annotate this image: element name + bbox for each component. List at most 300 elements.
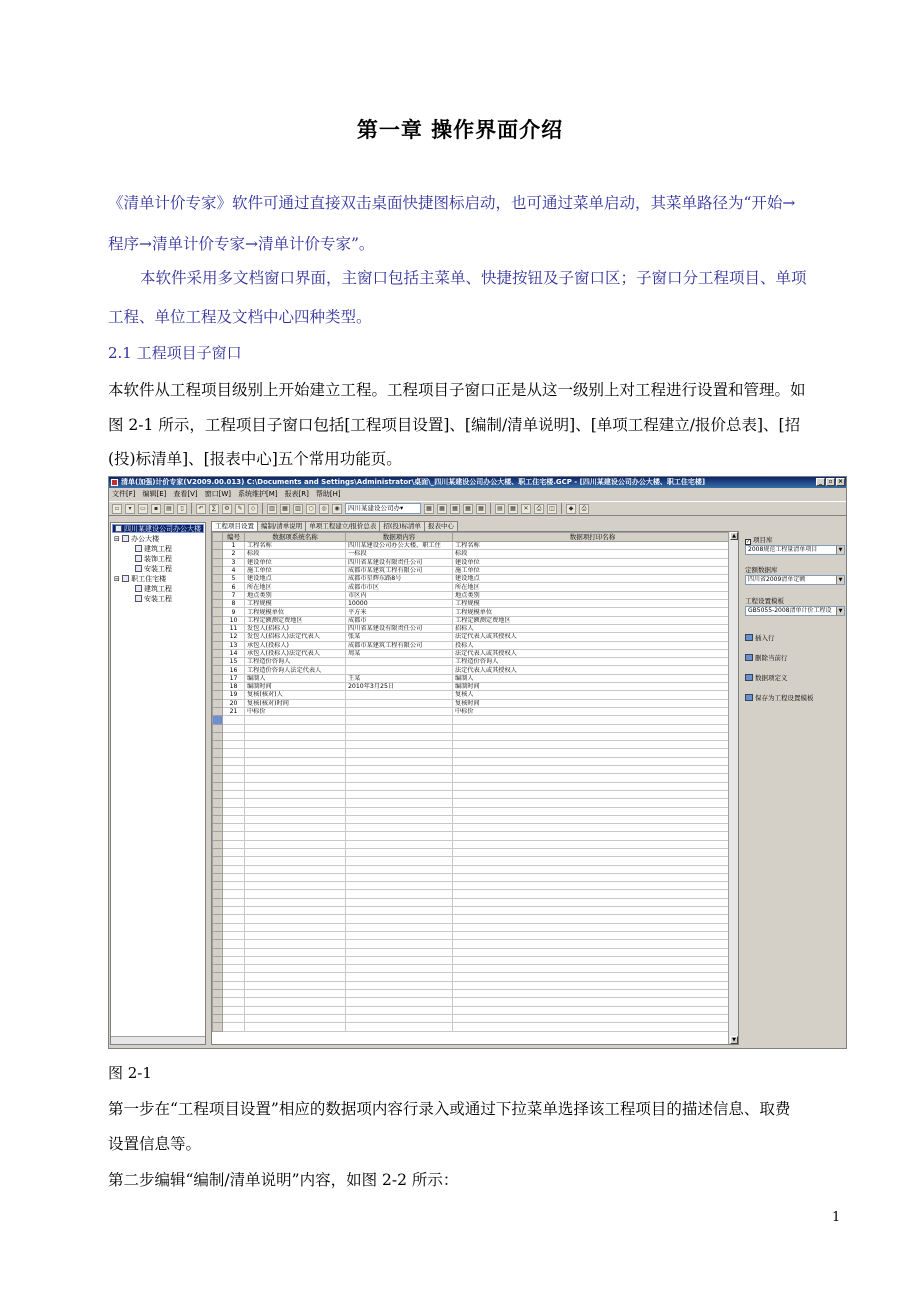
table-cell[interactable]: 21 (223, 707, 245, 715)
table-cell[interactable]: 法定代表人或其授权人 (453, 666, 733, 674)
tab-project-settings[interactable]: 工程项目设置 (211, 521, 258, 531)
table-cell[interactable] (223, 990, 245, 998)
row-header[interactable] (213, 882, 223, 890)
table-cell[interactable] (223, 915, 245, 923)
scroll-down-icon[interactable]: ▼ (730, 1036, 738, 1044)
delete-row-button[interactable]: 删除当前行 (745, 653, 788, 662)
table-cell[interactable]: 19 (223, 691, 245, 699)
preview-icon[interactable]: ◫ (547, 504, 557, 514)
table-cell[interactable] (453, 732, 733, 740)
row-header[interactable] (213, 566, 223, 574)
table-row[interactable] (213, 716, 733, 724)
table-cell[interactable] (245, 757, 346, 765)
table-row[interactable] (213, 1023, 733, 1031)
table-cell[interactable] (453, 898, 733, 906)
table-cell[interactable] (346, 890, 453, 898)
table-row[interactable] (213, 575, 733, 583)
table-row[interactable] (213, 566, 733, 574)
print-icon[interactable]: ⎙ (534, 504, 544, 514)
table-cell[interactable] (223, 907, 245, 915)
table-cell[interactable] (453, 873, 733, 881)
row-header[interactable] (213, 890, 223, 898)
table-cell[interactable] (223, 741, 245, 749)
table-cell[interactable] (245, 857, 346, 865)
row-header[interactable] (213, 857, 223, 865)
table-cell[interactable]: 建设地点 (453, 575, 733, 583)
table-cell[interactable] (223, 998, 245, 1006)
table-cell[interactable] (453, 923, 733, 931)
table-cell[interactable] (245, 732, 346, 740)
table-cell[interactable] (245, 931, 346, 939)
tree-horizontal-scrollbar[interactable] (111, 1036, 205, 1044)
table-cell[interactable] (223, 857, 245, 865)
table-cell[interactable] (346, 973, 453, 981)
table-row[interactable] (213, 666, 733, 674)
row-header[interactable] (213, 633, 223, 641)
table-cell[interactable] (346, 832, 453, 840)
tree-node-dorm[interactable]: ⊟ 职工住宅楼 (114, 575, 167, 583)
table-cell[interactable] (346, 907, 453, 915)
insert-row-button[interactable]: 插入行 (745, 633, 775, 642)
table-cell[interactable] (223, 749, 245, 757)
table-cell[interactable] (245, 981, 346, 989)
table-cell[interactable] (245, 973, 346, 981)
row-header[interactable] (213, 998, 223, 1006)
tab-single-project[interactable]: 单项工程建立/报价总表 (305, 521, 380, 531)
table-cell[interactable] (453, 716, 733, 724)
table-cell[interactable]: 发包人(招标人) (245, 624, 346, 632)
table-row[interactable] (213, 583, 733, 591)
table-cell[interactable] (346, 774, 453, 782)
table-cell[interactable]: 编制时间 (453, 683, 733, 691)
table-cell[interactable]: 17 (223, 674, 245, 682)
table-cell[interactable] (453, 915, 733, 923)
table-row[interactable] (213, 898, 733, 906)
table-cell[interactable] (245, 807, 346, 815)
menu-window[interactable]: 窗口[W] (204, 490, 232, 498)
table-cell[interactable]: 地点类别 (453, 591, 733, 599)
table-row[interactable] (213, 948, 733, 956)
table-cell[interactable] (223, 799, 245, 807)
table-row[interactable] (213, 907, 733, 915)
book-icon[interactable]: ◆ (566, 504, 576, 514)
row-header[interactable] (213, 1014, 223, 1022)
columns-icon[interactable]: ▥ (293, 504, 303, 514)
table-cell[interactable] (245, 956, 346, 964)
scroll-up-icon[interactable]: ▲ (730, 532, 738, 540)
table-cell[interactable] (453, 741, 733, 749)
table-cell[interactable] (223, 757, 245, 765)
table-cell[interactable] (453, 848, 733, 856)
table-row[interactable] (213, 799, 733, 807)
tree-node-unit[interactable]: 安装工程 (135, 595, 172, 604)
row-header[interactable] (213, 815, 223, 823)
row-header[interactable] (213, 956, 223, 964)
table-cell[interactable] (245, 865, 346, 873)
table-cell[interactable] (346, 1006, 453, 1014)
table-cell[interactable] (453, 766, 733, 774)
row-header[interactable] (213, 940, 223, 948)
grid-icon[interactable]: ▦ (450, 504, 460, 514)
table-cell[interactable] (346, 840, 453, 848)
table-cell[interactable] (223, 774, 245, 782)
folder-icon[interactable]: ▭ (138, 504, 148, 514)
table-row[interactable] (213, 824, 733, 832)
row-header[interactable] (213, 915, 223, 923)
table-cell[interactable] (453, 857, 733, 865)
row-header[interactable] (213, 732, 223, 740)
table-cell[interactable] (453, 973, 733, 981)
table-row[interactable] (213, 873, 733, 881)
table-cell[interactable]: 成都市某建筑工程有限公司 (346, 641, 453, 649)
table-cell[interactable] (245, 790, 346, 798)
tree-node-unit[interactable]: 建筑工程 (135, 545, 172, 554)
table-cell[interactable]: 王某 (346, 674, 453, 682)
quota-db-select[interactable]: 四川省2009清单定额 ▼ (745, 575, 845, 585)
table-cell[interactable] (453, 882, 733, 890)
table-row[interactable] (213, 707, 733, 715)
table-row[interactable] (213, 998, 733, 1006)
table-cell[interactable]: 工程名称 (453, 542, 733, 550)
table-row[interactable] (213, 782, 733, 790)
table-cell[interactable] (453, 965, 733, 973)
table-cell[interactable] (223, 832, 245, 840)
table-cell[interactable] (346, 931, 453, 939)
table-row[interactable] (213, 973, 733, 981)
table-cell[interactable] (453, 790, 733, 798)
row-header[interactable] (213, 790, 223, 798)
table-cell[interactable] (223, 815, 245, 823)
table-cell[interactable]: 中标价 (453, 707, 733, 715)
table-cell[interactable] (346, 716, 453, 724)
tools-icon[interactable]: ⚙ (222, 504, 232, 514)
table-cell[interactable] (346, 691, 453, 699)
table-cell[interactable] (223, 824, 245, 832)
maximize-button[interactable]: ▫ (826, 478, 835, 486)
table-cell[interactable]: 工程造价咨询人法定代表人 (245, 666, 346, 674)
table-cell[interactable] (245, 782, 346, 790)
project-select[interactable]: 四川某建设公司办▾ (345, 503, 421, 514)
table-cell[interactable] (223, 923, 245, 931)
table-cell[interactable] (223, 965, 245, 973)
table-cell[interactable] (223, 766, 245, 774)
table-cell[interactable]: 工程规模单位 (453, 608, 733, 616)
table-row[interactable] (213, 691, 733, 699)
row-header[interactable] (213, 699, 223, 707)
row-header[interactable] (213, 981, 223, 989)
table-cell[interactable] (245, 990, 346, 998)
table-row[interactable] (213, 600, 733, 608)
grid-icon[interactable]: ▦ (463, 504, 473, 514)
table-row[interactable] (213, 981, 733, 989)
table-cell[interactable] (223, 732, 245, 740)
table-cell[interactable]: 建设单位 (453, 558, 733, 566)
table-row[interactable] (213, 815, 733, 823)
row-header[interactable] (213, 923, 223, 931)
table-cell[interactable] (245, 741, 346, 749)
table-cell[interactable]: 建设单位 (245, 558, 346, 566)
table-cell[interactable] (453, 724, 733, 732)
info-icon[interactable]: ◉ (332, 504, 342, 514)
table-cell[interactable] (223, 931, 245, 939)
table-cell[interactable] (223, 1023, 245, 1031)
table-cell[interactable] (245, 923, 346, 931)
table-cell[interactable] (223, 782, 245, 790)
tree-node-unit[interactable]: 安装工程 (135, 565, 172, 574)
table-cell[interactable]: 6 (223, 583, 245, 591)
excel-icon[interactable]: ✕ (521, 504, 531, 514)
table-row[interactable] (213, 542, 733, 550)
table-cell[interactable]: 工程名称 (245, 542, 346, 550)
table-cell[interactable]: 2 (223, 550, 245, 558)
table-row[interactable] (213, 890, 733, 898)
grid-icon[interactable]: ▦ (437, 504, 447, 514)
table-cell[interactable] (223, 882, 245, 890)
row-header[interactable] (213, 542, 223, 550)
table-row[interactable] (213, 658, 733, 666)
table-cell[interactable] (245, 890, 346, 898)
row-header[interactable] (213, 558, 223, 566)
undo-icon[interactable]: ↶ (196, 504, 206, 514)
table-cell[interactable]: 1 (223, 542, 245, 550)
row-header[interactable] (213, 973, 223, 981)
table-cell[interactable]: 成都市 (346, 616, 453, 624)
table-row[interactable] (213, 790, 733, 798)
row-header[interactable] (213, 931, 223, 939)
row-header[interactable] (213, 1023, 223, 1031)
table-cell[interactable] (245, 948, 346, 956)
grid-icon[interactable]: ▦ (424, 504, 434, 514)
table-cell[interactable]: 成都市星辉东路8号 (346, 575, 453, 583)
row-header[interactable] (213, 550, 223, 558)
table-cell[interactable] (223, 1014, 245, 1022)
table-row[interactable] (213, 857, 733, 865)
table-cell[interactable]: 20 (223, 699, 245, 707)
row-header[interactable] (213, 616, 223, 624)
table-row[interactable] (213, 931, 733, 939)
tree-node-root[interactable]: 四川某建设公司办公大楼 (112, 524, 204, 533)
table-cell[interactable] (223, 948, 245, 956)
table-cell[interactable] (346, 998, 453, 1006)
table-cell[interactable] (346, 882, 453, 890)
table-cell[interactable]: 四川省某建设有限责任公司 (346, 624, 453, 632)
table-cell[interactable] (346, 658, 453, 666)
table-cell[interactable] (346, 865, 453, 873)
table-cell[interactable] (453, 807, 733, 815)
table-cell[interactable] (223, 973, 245, 981)
table-cell[interactable]: 法定代表人或其授权人 (453, 649, 733, 657)
table-cell[interactable] (346, 981, 453, 989)
table-cell[interactable] (453, 782, 733, 790)
table-cell[interactable] (346, 732, 453, 740)
table-cell[interactable]: 3 (223, 558, 245, 566)
row-header[interactable] (213, 691, 223, 699)
table-cell[interactable] (245, 907, 346, 915)
table-cell[interactable] (453, 824, 733, 832)
table-cell[interactable]: 标段 (245, 550, 346, 558)
table-cell[interactable] (346, 990, 453, 998)
table-cell[interactable] (453, 998, 733, 1006)
table-cell[interactable]: 建设地点 (245, 575, 346, 583)
menu-edit[interactable]: 编辑[E] (142, 490, 167, 498)
table-cell[interactable]: 2010年3月25日 (346, 683, 453, 691)
table-cell[interactable] (346, 857, 453, 865)
table-cell[interactable]: 张某 (346, 633, 453, 641)
table-row[interactable] (213, 624, 733, 632)
zoom-icon[interactable]: ◎ (319, 504, 329, 514)
table-row[interactable] (213, 848, 733, 856)
table-icon[interactable]: ▦ (508, 504, 518, 514)
edit-icon[interactable]: ✎ (235, 504, 245, 514)
table-cell[interactable]: 周某 (346, 649, 453, 657)
table-row[interactable] (213, 923, 733, 931)
table-cell[interactable] (346, 923, 453, 931)
table-cell[interactable] (245, 998, 346, 1006)
table-cell[interactable] (245, 840, 346, 848)
table-cell[interactable]: 15 (223, 658, 245, 666)
table-row[interactable] (213, 591, 733, 599)
table-cell[interactable] (223, 981, 245, 989)
table-row[interactable] (213, 1014, 733, 1022)
table-cell[interactable]: 地点类别 (245, 591, 346, 599)
table-cell[interactable]: 工程规模 (245, 600, 346, 608)
table-cell[interactable] (346, 766, 453, 774)
row-header[interactable] (213, 624, 223, 632)
table-row[interactable] (213, 774, 733, 782)
table-cell[interactable] (223, 807, 245, 815)
table-cell[interactable] (223, 724, 245, 732)
menu-file[interactable]: 文件[F] (112, 490, 136, 498)
table-row[interactable] (213, 956, 733, 964)
table-row[interactable] (213, 608, 733, 616)
table-cell[interactable]: 7 (223, 591, 245, 599)
table-cell[interactable] (453, 940, 733, 948)
row-header[interactable] (213, 641, 223, 649)
table-cell[interactable] (245, 749, 346, 757)
table-cell[interactable] (453, 1006, 733, 1014)
table-cell[interactable]: 工程规模 (453, 600, 733, 608)
table-cell[interactable] (346, 1023, 453, 1031)
table-cell[interactable]: 法定代表人或其授权人 (453, 633, 733, 641)
table-cell[interactable] (245, 832, 346, 840)
row-header[interactable] (213, 774, 223, 782)
menu-view[interactable]: 查看[V] (173, 490, 198, 498)
table-cell[interactable] (245, 940, 346, 948)
tree-node-unit[interactable]: 建筑工程 (135, 585, 172, 594)
row-header[interactable] (213, 799, 223, 807)
row-header[interactable] (213, 683, 223, 691)
table-row[interactable] (213, 699, 733, 707)
row-header[interactable] (213, 807, 223, 815)
table-cell[interactable]: 所在地区 (245, 583, 346, 591)
row-header[interactable] (213, 990, 223, 998)
search-icon[interactable]: ○ (306, 504, 316, 514)
table-icon[interactable]: ▤ (495, 504, 505, 514)
table-cell[interactable] (346, 707, 453, 715)
table-row[interactable] (213, 832, 733, 840)
table-cell[interactable] (245, 873, 346, 881)
table-cell[interactable] (245, 965, 346, 973)
table-cell[interactable] (346, 799, 453, 807)
table-cell[interactable]: 13 (223, 641, 245, 649)
table-cell[interactable] (453, 907, 733, 915)
row-header[interactable] (213, 658, 223, 666)
table-cell[interactable]: 4 (223, 566, 245, 574)
table-cell[interactable]: 工程定额测定费地区 (245, 616, 346, 624)
table-cell[interactable] (453, 890, 733, 898)
table-cell[interactable]: 成都市某建筑工程有限公司 (346, 566, 453, 574)
table-cell[interactable] (453, 832, 733, 840)
table-cell[interactable]: 所在地区 (453, 583, 733, 591)
table-cell[interactable] (223, 940, 245, 948)
row-header[interactable] (213, 741, 223, 749)
grid-vertical-scrollbar[interactable] (728, 532, 738, 1044)
tree-node-office[interactable]: ⊟ 办公大楼 (114, 535, 160, 543)
table-cell[interactable] (346, 915, 453, 923)
table-cell[interactable] (245, 824, 346, 832)
table-cell[interactable] (245, 898, 346, 906)
table-row[interactable] (213, 741, 733, 749)
table-cell[interactable] (245, 1023, 346, 1031)
row-header[interactable] (213, 898, 223, 906)
table-cell[interactable]: 复核人 (453, 691, 733, 699)
table-cell[interactable]: 编制人 (245, 674, 346, 682)
row-header[interactable] (213, 724, 223, 732)
row-header[interactable] (213, 575, 223, 583)
save-template-button[interactable]: 保存为工程设置模板 (745, 693, 814, 702)
table-cell[interactable]: 复核(核对)时间 (245, 699, 346, 707)
printer-icon[interactable]: ⎙ (579, 504, 589, 514)
table-cell[interactable]: 14 (223, 649, 245, 657)
table-row[interactable] (213, 641, 733, 649)
grid-icon[interactable]: ▦ (280, 504, 290, 514)
table-cell[interactable] (453, 757, 733, 765)
table-cell[interactable]: 12 (223, 633, 245, 641)
minimize-button[interactable]: _ (816, 478, 825, 486)
calc-icon[interactable]: ∑ (209, 504, 219, 514)
row-header[interactable] (213, 749, 223, 757)
table-cell[interactable] (346, 956, 453, 964)
row-header[interactable] (213, 591, 223, 599)
table-cell[interactable]: 投标人 (453, 641, 733, 649)
table-cell[interactable] (346, 940, 453, 948)
table-cell[interactable]: 复核(核对)人 (245, 691, 346, 699)
table-cell[interactable]: 编制时间 (245, 683, 346, 691)
table-cell[interactable]: 发包人(招标人)法定代表人 (245, 633, 346, 641)
table-cell[interactable] (245, 774, 346, 782)
table-row[interactable] (213, 633, 733, 641)
table-cell[interactable]: 承包人(投标人)法定代表人 (245, 649, 346, 657)
table-cell[interactable] (453, 1023, 733, 1031)
row-header[interactable] (213, 600, 223, 608)
row-header[interactable] (213, 707, 223, 715)
table-cell[interactable]: 成都市市区 (346, 583, 453, 591)
table-cell[interactable]: 标段 (453, 550, 733, 558)
table-cell[interactable]: 8 (223, 600, 245, 608)
table-cell[interactable] (453, 774, 733, 782)
table-cell[interactable] (245, 724, 346, 732)
table-cell[interactable] (346, 824, 453, 832)
table-row[interactable] (213, 915, 733, 923)
table-cell[interactable] (245, 799, 346, 807)
table-cell[interactable] (453, 981, 733, 989)
table-cell[interactable] (245, 1006, 346, 1014)
table-cell[interactable]: 平方米 (346, 608, 453, 616)
table-row[interactable] (213, 749, 733, 757)
table-cell[interactable] (453, 931, 733, 939)
menu-system[interactable]: 系统维护[M] (238, 490, 278, 498)
export-icon[interactable]: ▤ (164, 504, 174, 514)
